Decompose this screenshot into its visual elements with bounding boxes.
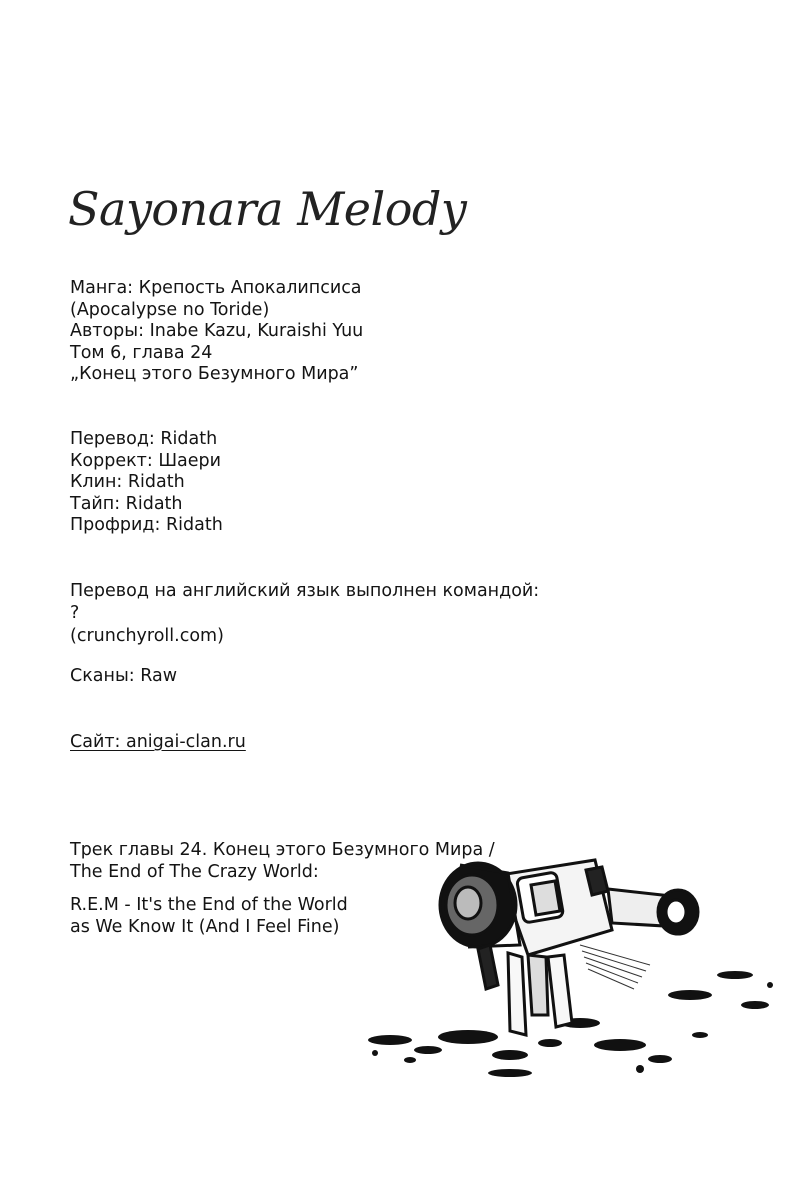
manga-info [70, 278, 363, 386]
song-line-2: as We Know It (And I Feel Fine) [70, 916, 340, 937]
manga-name: Манга: Крепость Апокалипсиса [70, 278, 362, 298]
english-translation-source: (crunchyroll.com) [70, 626, 224, 646]
hatching [580, 945, 650, 989]
camera-body [440, 860, 698, 1035]
track-line-1: Трек главы 24. Конец этого Безумного Мира / [70, 840, 495, 860]
english-translation [70, 581, 539, 648]
volume-chapter: Том 6, глава 24 [70, 342, 213, 363]
credit-cleaning: Клин: Ridath [70, 472, 185, 492]
scans-credit: Сканы: Raw [70, 666, 178, 686]
credit-proofreading: Профрид: Ridath [70, 515, 223, 535]
site-link[interactable]: Сайт: anigai-clan.ru [70, 732, 246, 752]
credit-typesetting: Тайп: Ridath [70, 493, 183, 514]
page-title: Sayonara Melody [68, 182, 467, 236]
credit-translation: Перевод: Ridath [70, 429, 218, 449]
credit-correction: Коррект: Шаери [70, 450, 222, 471]
english-translation-team: ? [70, 602, 80, 623]
manga-authors: Авторы: Inabe Kazu, Kuraishi Yuu [70, 321, 364, 341]
english-translation-heading: Перевод на английский язык выполнен командой: [70, 581, 540, 601]
chapter-title: „Конец этого Безумного Мира” [70, 364, 359, 384]
credits [70, 429, 223, 537]
manga-original-name: (Apocalypse no Toride) [70, 299, 270, 320]
song-line-1: R.E.M - It's the End of the World [70, 895, 348, 915]
camera-illustration [350, 845, 790, 1085]
track-line-2: The End of The Crazy World: [70, 861, 319, 882]
